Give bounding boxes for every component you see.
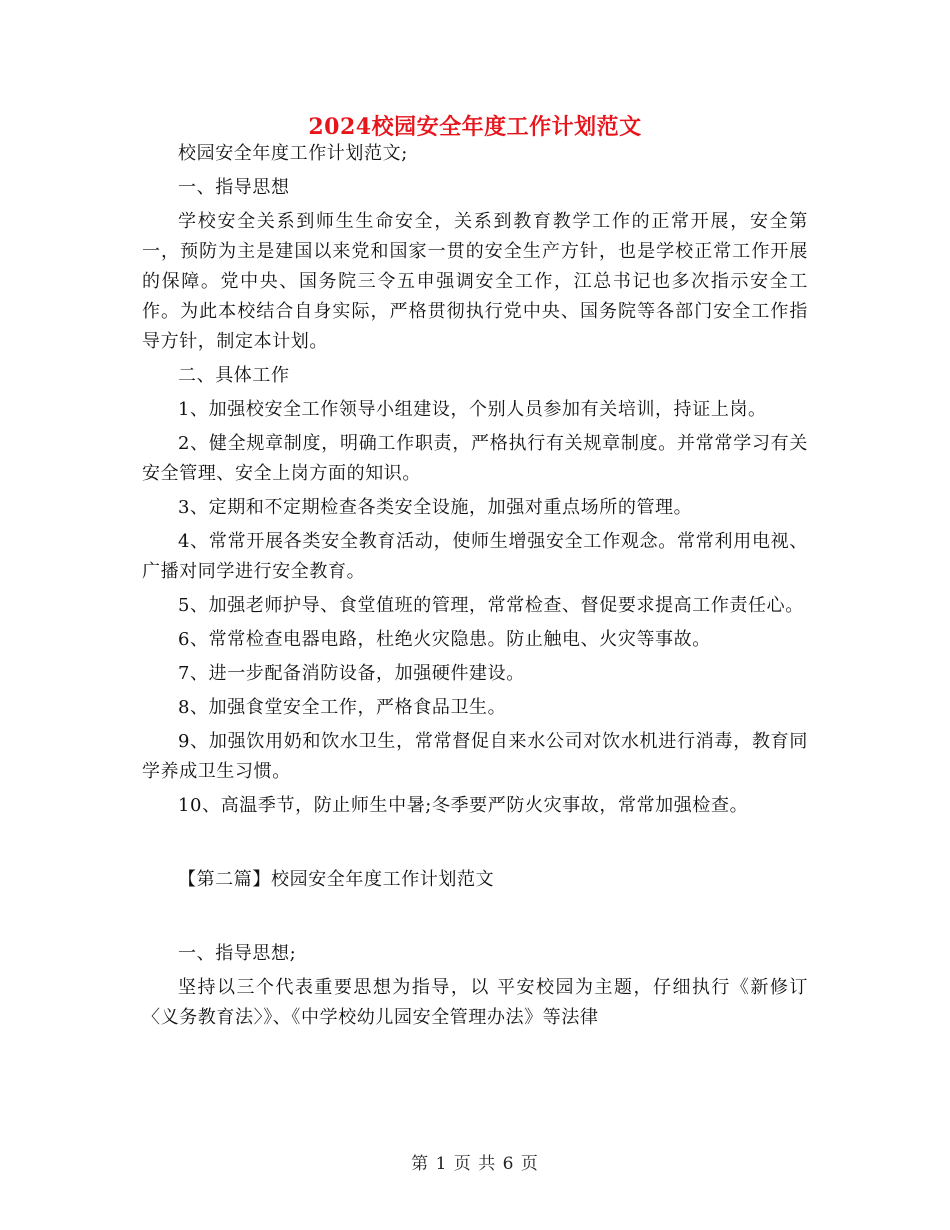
section-spacer — [142, 825, 808, 865]
list-item-10: 10、高温季节，防止师生中暑;冬季要严防火灾事故，常常加强检查。 — [178, 795, 749, 816]
list-item-8: 8、加强食堂安全工作，严格食品卫生。 — [178, 697, 507, 718]
section-2-heading: 【第二篇】校园安全年度工作计划范文 — [178, 869, 495, 890]
intro-line: 校园安全年度工作计划范文; — [178, 143, 408, 164]
list-item-1: 1、加强校安全工作领导小组建设，个别人员参加有关培训，持证上岗。 — [178, 399, 767, 420]
document-title: 2024校园安全年度工作计划范文 — [308, 114, 642, 140]
page-number-footer: 第 1 页 共 6 页 — [411, 1154, 539, 1174]
document-body — [142, 139, 808, 1037]
list-item-9: 9、加强饮用奶和饮水卫生，常常督促自来水公司对饮水机进行消毒，教育同学养成卫生习惯。 — [142, 731, 808, 782]
list-item-5: 5、加强老师护导、食堂值班的管理，常常检查、督促要求提高工作责任心。 — [178, 595, 804, 616]
paragraph-guiding-ideology: 学校安全关系到师生生命安全，关系到教育教学工作的正常开展，安全第一，预防为主是建国以来党和国家一贯的安全生产方针，也是学校正常工作开展的保障。党中央、国务院三令五申强调安全工作，江总书记也多次指示安全工作。为此本校结合自身实际，严格贯彻执行党中央、国务院等各部门安全工作指导方针，制定本计划。 — [142, 211, 808, 352]
list-item-4: 4、常常开展各类安全教育活动，使师生增强安全工作观念。常常利用电视、广播对同学进行安全教育。 — [142, 531, 808, 582]
section-heading-guiding-ideology: 一、指导思想 — [178, 177, 290, 198]
list-item-2: 2、健全规章制度，明确工作职责，严格执行有关规章制度。并常常学习有关安全管理、安全上岗方面的知识。 — [142, 433, 808, 484]
section-spacer-2 — [142, 899, 808, 939]
section-heading-specific-work: 二、具体工作 — [178, 365, 290, 386]
section-2-paragraph: 坚持以三个代表重要思想为指导，以 平安校园为主题，仔细执行《新修订〈义务教育法〉》、《中学校幼儿园安全管理办法》等法律 — [142, 977, 808, 1028]
list-item-3: 3、定期和不定期检查各类安全设施，加强对重点场所的管理。 — [178, 497, 693, 518]
section-2-subheading: 一、指导思想; — [178, 943, 297, 964]
list-item-6: 6、常常检查电器电路，杜绝火灾隐患。防止触电、火灾等事故。 — [178, 629, 711, 650]
list-item-7: 7、进一步配备消防设备，加强硬件建设。 — [178, 663, 525, 684]
